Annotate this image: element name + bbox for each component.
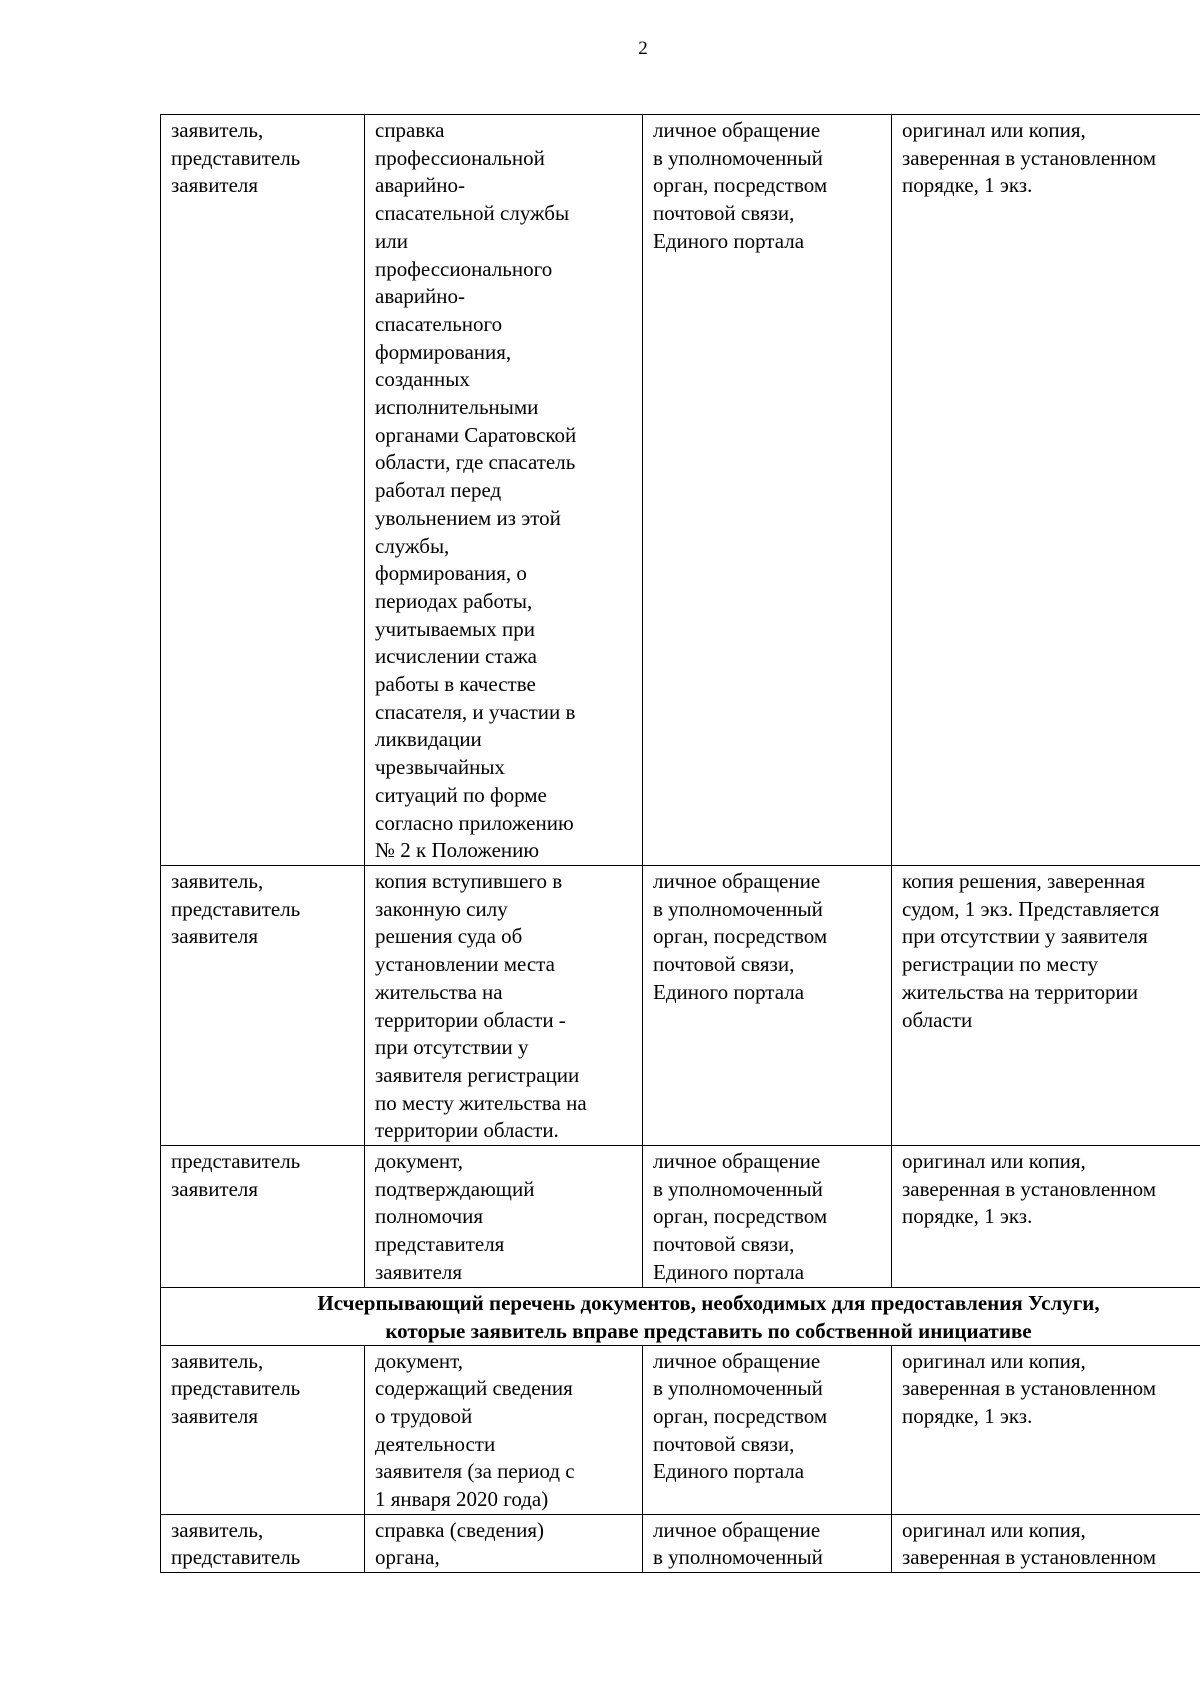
applicant-cell: заявитель, представитель заявителя [161, 865, 365, 1145]
page-number: 2 [638, 38, 648, 59]
applicant-cell: заявитель, представитель [161, 1514, 365, 1572]
table-row [161, 1146, 1200, 1288]
document-form-cell: копия решения, заверенная судом, 1 экз. Представляется при отсутствии у заявителя регистрации по месту жительства на территории области [892, 865, 1200, 1145]
document-form-cell: оригинал или копия, заверенная в установленном порядке, 1 экз. [892, 115, 1200, 866]
document-form-cell: оригинал или копия, заверенная в установленном порядке, 1 экз. [892, 1146, 1200, 1288]
document-cell: документ, подтверждающий полномочия представителя заявителя [365, 1146, 643, 1288]
section-heading: Исчерпывающий перечень документов, необходимых для предоставления Услуги, которые заявитель вправе представить по собственной инициативе [161, 1287, 1200, 1345]
applicant-cell: заявитель, представитель заявителя [161, 115, 365, 866]
table-row [161, 115, 1200, 866]
document-cell: справка профессиональной аварийно- спасательной службы или профессионального аварийно- спасательного формирования, созданных исполнительными органами Саратовской области, где спасатель работал перед увольнением из этой службы, формирования, о периодах работы, учитываемых при исчислении стажа работы в качестве спасателя, и участии в ликвидации чрезвычайных ситуаций по форме согласно приложению № 2 к Положению [365, 115, 643, 866]
table-row [161, 1345, 1200, 1514]
applicant-cell: представитель заявителя [161, 1146, 365, 1288]
submission-method-cell: личное обращение в уполномоченный орган, посредством почтовой связи, Единого портала [643, 1345, 892, 1514]
documents-table [160, 114, 1200, 1573]
document-form-cell: оригинал или копия, заверенная в установленном порядке, 1 экз. [892, 1345, 1200, 1514]
section-heading-row [161, 1287, 1200, 1345]
table-row [161, 1514, 1200, 1572]
document-cell: документ, содержащий сведения о трудовой деятельности заявителя (за период с 1 января 2020 года) [365, 1345, 643, 1514]
table-row [161, 865, 1200, 1145]
submission-method-cell: личное обращение в уполномоченный орган, посредством почтовой связи, Единого портала [643, 115, 892, 866]
document-form-cell: оригинал или копия, заверенная в установленном [892, 1514, 1200, 1572]
applicant-cell: заявитель, представитель заявителя [161, 1345, 365, 1514]
document-cell: справка (сведения) органа, [365, 1514, 643, 1572]
document-cell: копия вступившего в законную силу решения суда об установлении места жительства на территории области - при отсутствии у заявителя регистрации по месту жительства на территории области. [365, 865, 643, 1145]
submission-method-cell: личное обращение в уполномоченный [643, 1514, 892, 1572]
submission-method-cell: личное обращение в уполномоченный орган, посредством почтовой связи, Единого портала [643, 1146, 892, 1288]
submission-method-cell: личное обращение в уполномоченный орган, посредством почтовой связи, Единого портала [643, 865, 892, 1145]
